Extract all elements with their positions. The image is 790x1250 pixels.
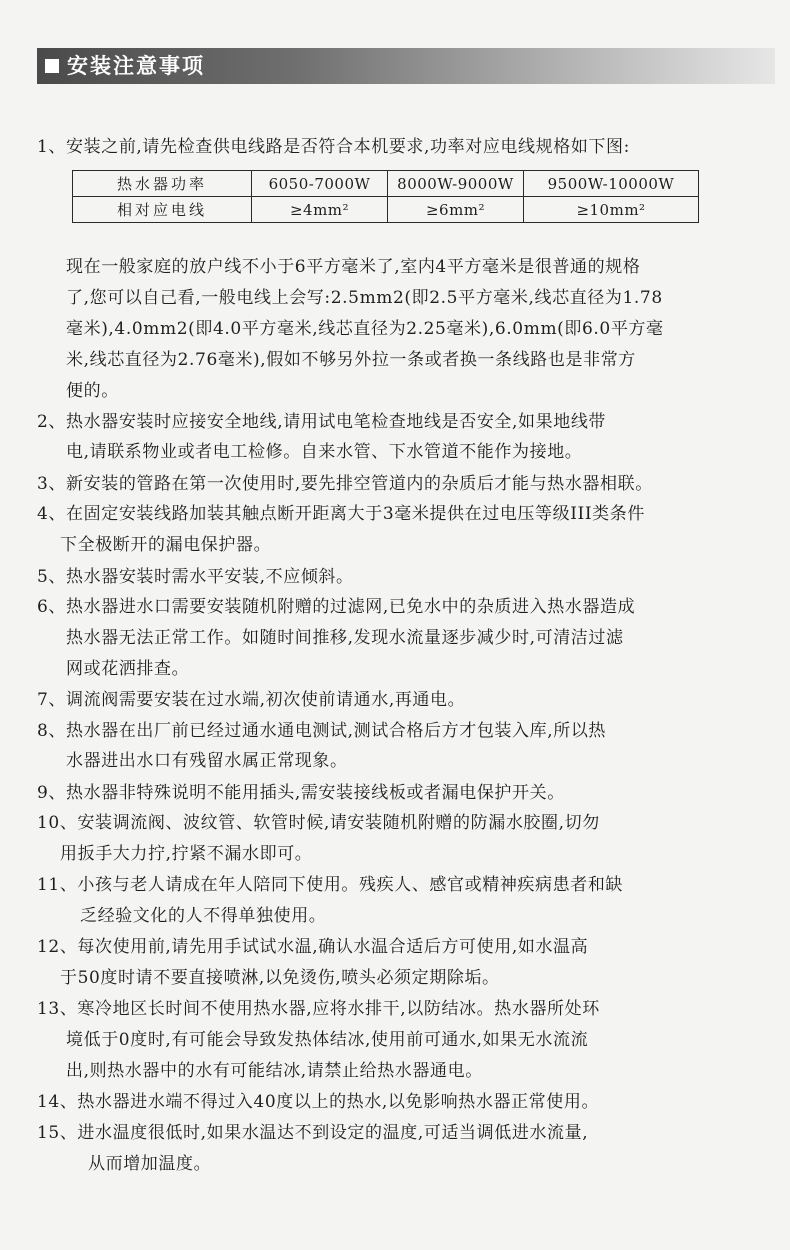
text-line: 下全极断开的漏电保护器。 [60,535,272,555]
text-line: 12、每次使用前,请先用手试试水温,确认水温合适后方可使用,如水温高 [37,937,589,957]
intro-line: 1、安装之前,请先检查供电线路是否符合本机要求,功率对应电线规格如下图: [37,137,630,157]
power-wire-spec-table [72,170,699,223]
text-line: 13、寒冷地区长时间不使用热水器,应将水排干,以防结冰。热水器所处环 [37,999,600,1019]
table-row [73,197,699,223]
text-line: 了,您可以自己看,一般电线上会写:2.5mm2(即2.5平方毫米,线芯直径为1.78 [66,288,663,308]
text-line: 出,则热水器中的水有可能结冰,请禁止给热水器通电。 [66,1061,483,1081]
text-line: 6、热水器进水口需要安装随机附赠的过滤网,已免水中的杂质进入热水器造成 [37,597,636,617]
text-line: 现在一般家庭的放户线不小于6平方毫米了,室内4平方毫米是很普通的规格 [66,257,641,277]
text-line: 用扳手大力拧,拧紧不漏水即可。 [60,844,313,864]
section-header-bar [37,48,775,84]
table-cell: 8000W-9000W [388,171,524,197]
text-line: 网或花洒排查。 [66,659,190,679]
text-line: 5、热水器安装时需水平安装,不应倾斜。 [37,567,354,587]
text-line: 15、进水温度很低时,如果水温达不到设定的温度,可适当调低进水流量, [37,1123,589,1143]
text-line: 毫米),4.0mm2(即4.0平方毫米,线芯直径为2.25毫米),6.0mm(即6.0平方毫 [66,319,664,339]
text-line: 从而增加温度。 [88,1154,212,1174]
table-cell: ≥10mm² [524,197,699,223]
text-line: 14、热水器进水端不得过入40度以上的热水,以免影响热水器正常使用。 [37,1092,600,1112]
text-line: 乏经验文化的人不得单独使用。 [80,906,327,926]
section-title: 安装注意事项 [67,54,205,78]
table-cell: ≥6mm² [388,197,524,223]
table-cell: 热水器功率 [73,171,252,197]
text-line: 7、调流阀需要安装在过水端,初次使前请通水,再通电。 [37,690,466,710]
header-square-icon [45,59,59,73]
table-row [73,171,699,197]
table-cell: 9500W-10000W [524,171,699,197]
text-line: 11、小孩与老人请成在年人陪同下使用。残疾人、感官或精神疾病患者和缺 [37,875,624,895]
text-line: 水器进出水口有残留水属正常现象。 [66,751,348,771]
text-line: 4、在固定安装线路加装其触点断开距离大于3毫米提供在过电压等级III类条件 [37,504,645,524]
table-cell: 相对应电线 [73,197,252,223]
text-line: 2、热水器安装时应接安全地线,请用试电笔检查地线是否安全,如果地线带 [37,412,607,432]
text-line: 便的。 [66,381,119,401]
text-line: 3、新安装的管路在第一次使用时,要先排空管道内的杂质后才能与热水器相联。 [37,474,653,494]
text-line: 电,请联系物业或者电工检修。自来水管、下水管道不能作为接地。 [66,442,583,462]
text-line: 8、热水器在出厂前已经过通水通电测试,测试合格后方才包装入库,所以热 [37,721,607,741]
table-cell: ≥4mm² [252,197,388,223]
text-line: 10、安装调流阀、波纹管、软管时候,请安装随机附赠的防漏水胶圈,切勿 [37,813,600,833]
text-line: 于50度时请不要直接喷淋,以免烫伤,喷头必须定期除垢。 [60,968,500,988]
table-cell: 6050-7000W [252,171,388,197]
text-line: 热水器无法正常工作。如随时间推移,发现水流量逐步减少时,可清洁过滤 [66,628,624,648]
text-line: 境低于0度时,有可能会导致发热体结冰,使用前可通水,如果无水流流 [66,1030,589,1050]
text-line: 米,线芯直径为2.76毫米),假如不够另外拉一条或者换一条线路也是非常方 [66,350,636,370]
text-line: 9、热水器非特殊说明不能用插头,需安装接线板或者漏电保护开关。 [37,783,565,803]
